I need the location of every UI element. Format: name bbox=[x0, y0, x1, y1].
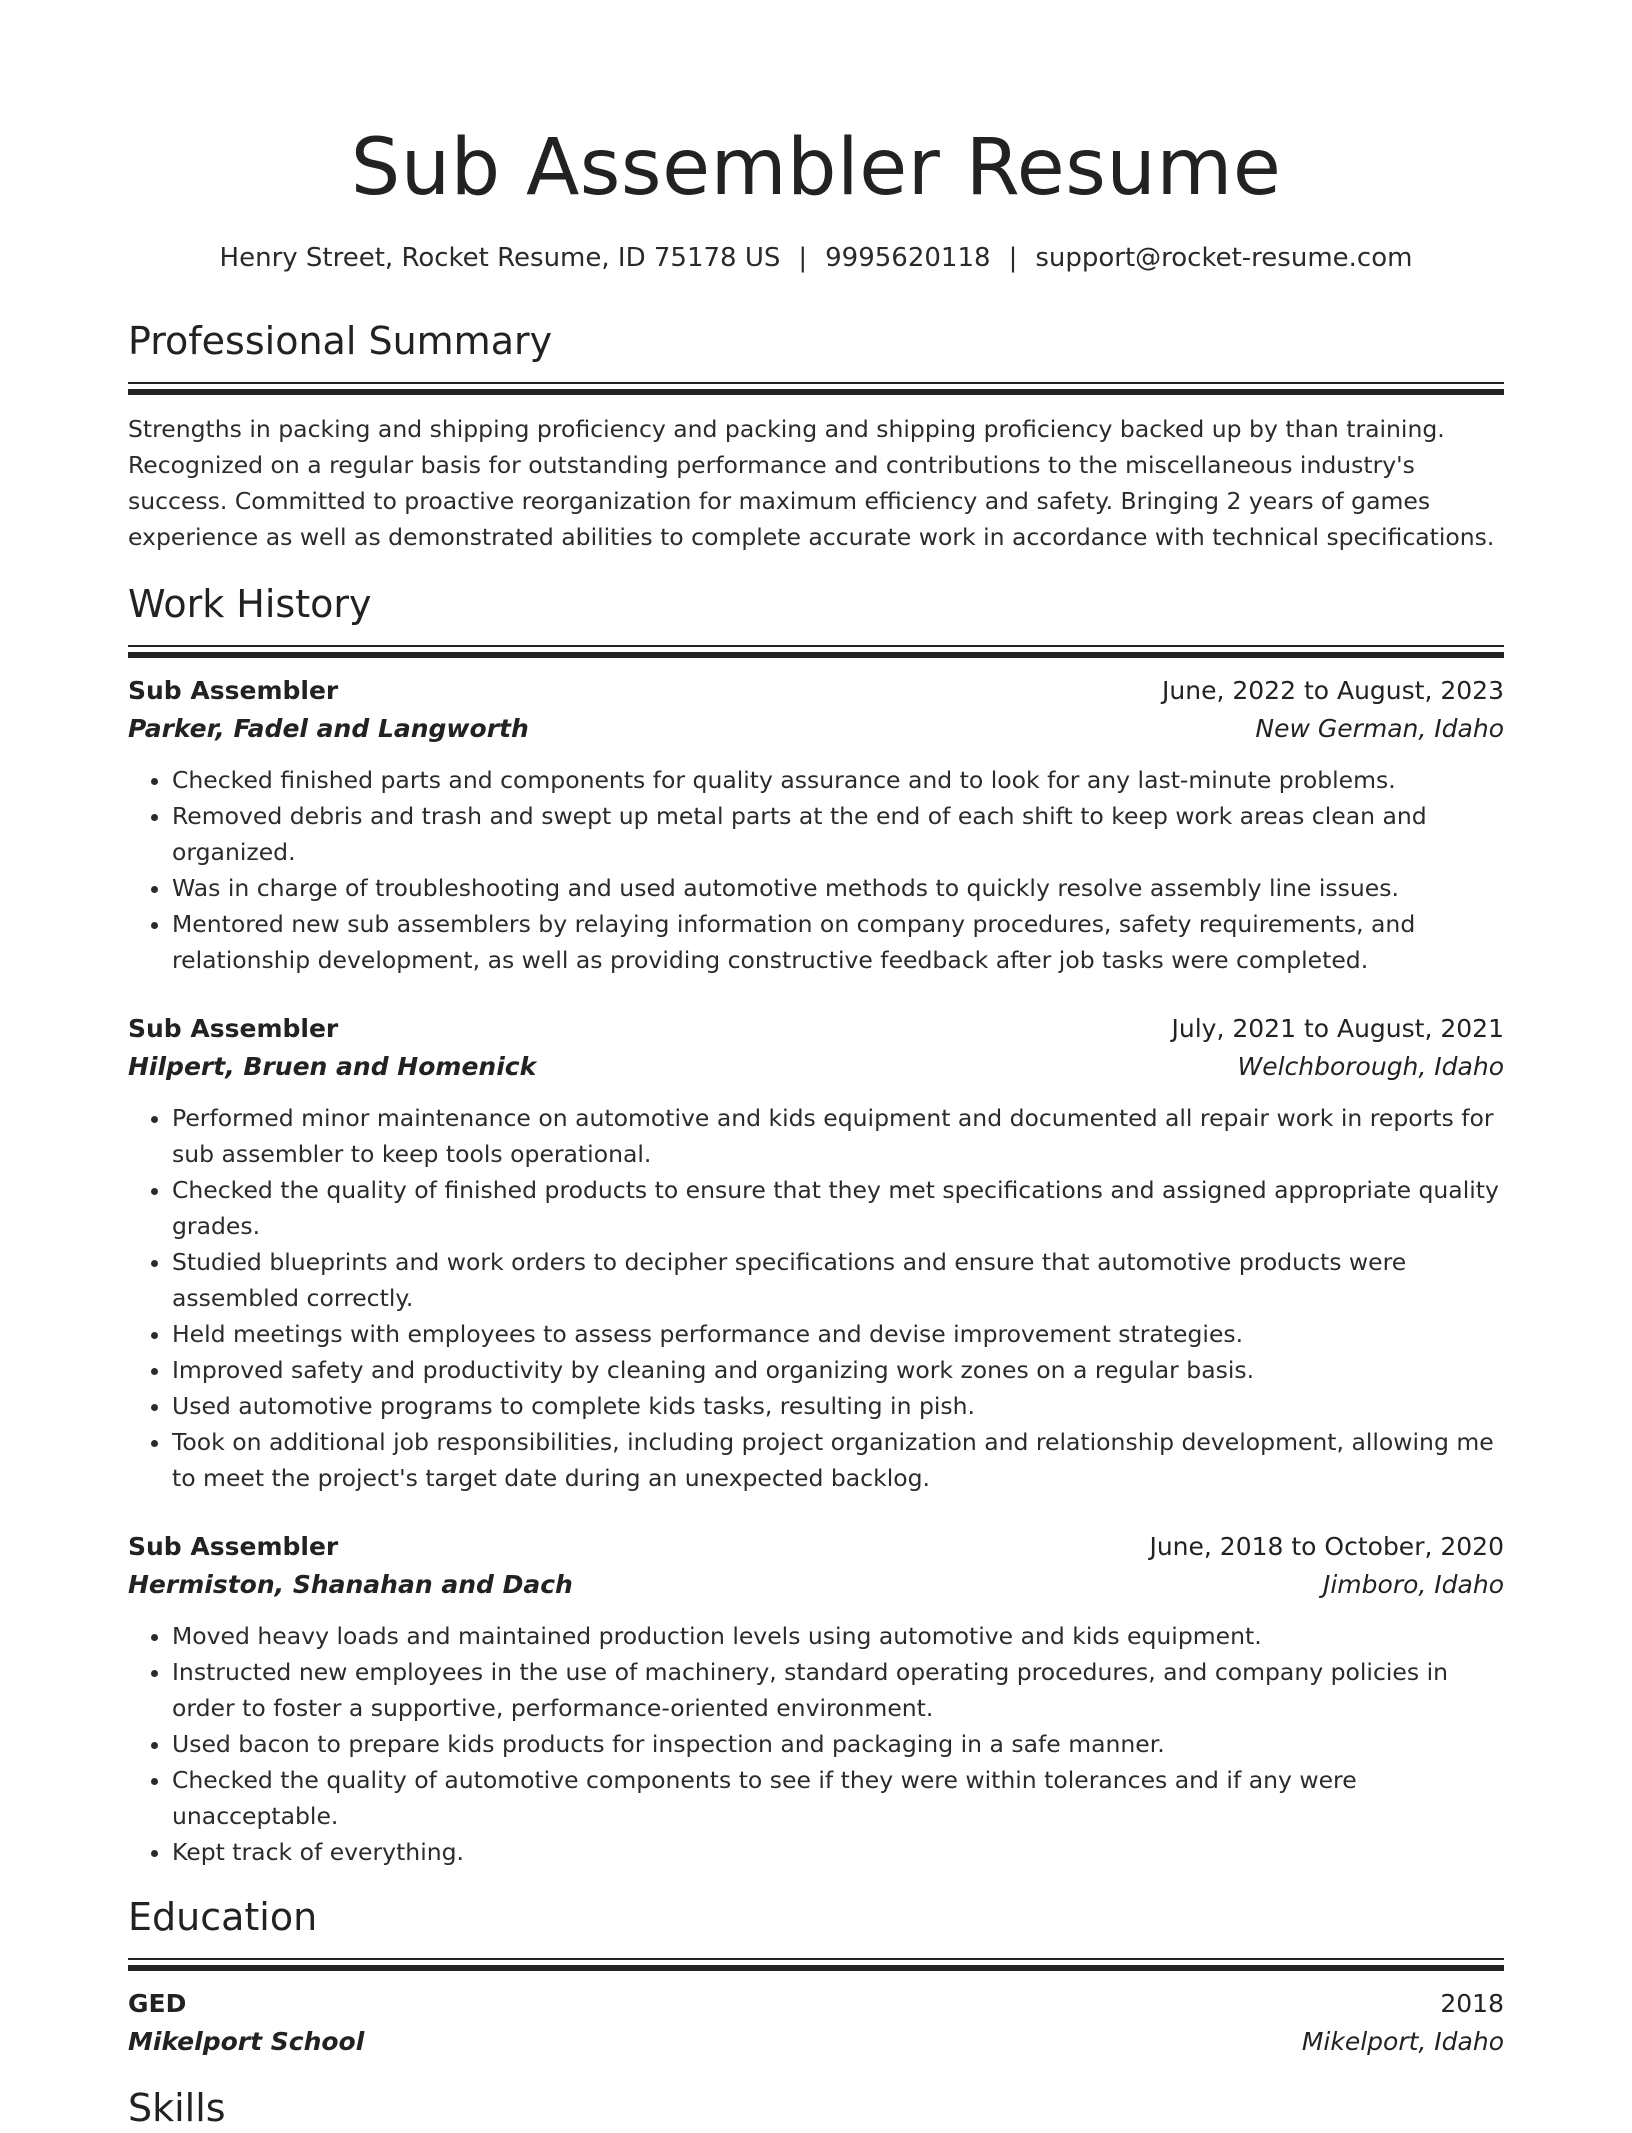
job-entry bbox=[128, 1010, 1504, 1496]
job-entry bbox=[128, 1528, 1504, 1870]
job-company-row bbox=[128, 1566, 1504, 1604]
job-bullets bbox=[128, 1618, 1504, 1870]
section-heading-skills: Skills bbox=[128, 2086, 226, 2130]
work-history-section bbox=[128, 579, 1504, 1870]
job-company-row bbox=[128, 1048, 1504, 1086]
section-heading-summary: Professional Summary bbox=[128, 319, 553, 363]
job-location: New German, Idaho bbox=[1255, 714, 1504, 743]
list-item: • Kept track of everything. bbox=[172, 1834, 1504, 1870]
education-school-row bbox=[128, 2023, 1504, 2061]
list-item: • Checked finished parts and components for quality assurance and to look for any last-minute problems. bbox=[172, 762, 1504, 798]
education-school: Mikelport School bbox=[128, 2027, 365, 2056]
list-item: • Improved safety and productivity by cleaning and organizing work zones on a regular basis. bbox=[172, 1352, 1504, 1388]
list-item: • Checked the quality of automotive components to see if they were within tolerances and if any were unacceptable. bbox=[172, 1762, 1504, 1834]
resume-page bbox=[128, 0, 1504, 2133]
education-degree: GED bbox=[128, 1989, 187, 2018]
contact-phone: 9995620118 bbox=[825, 243, 991, 273]
job-header-row bbox=[128, 1528, 1504, 1566]
list-item: • Mentored new sub assemblers by relaying information on company procedures, safety requirements, and relationship development, as well as providing constructive feedback after job tasks were completed. bbox=[172, 906, 1504, 978]
list-item: • Checked the quality of finished products to ensure that they met specifications and assigned appropriate quality grades. bbox=[172, 1172, 1504, 1244]
contact-address: Henry Street, Rocket Resume, ID 75178 US bbox=[219, 243, 781, 273]
job-entry bbox=[128, 672, 1504, 978]
list-item: • Studied blueprints and work orders to decipher specifications and ensure that automotive products were assembled correctly. bbox=[172, 1244, 1504, 1316]
job-dates: June, 2022 to August, 2023 bbox=[1162, 676, 1504, 705]
list-item: • Moved heavy loads and maintained production levels using automotive and kids equipment. bbox=[172, 1618, 1504, 1654]
section-divider bbox=[128, 1958, 1504, 1971]
education-location: Mikelport, Idaho bbox=[1301, 2027, 1504, 2056]
section-heading-education: Education bbox=[128, 1895, 318, 1939]
contact-separator: | bbox=[798, 243, 808, 273]
job-company-row bbox=[128, 710, 1504, 748]
job-title: Sub Assembler bbox=[128, 1532, 339, 1561]
job-header-row bbox=[128, 1010, 1504, 1048]
job-location: Welchborough, Idaho bbox=[1237, 1052, 1504, 1081]
job-header-row bbox=[128, 672, 1504, 710]
list-item: • Used bacon to prepare kids products for inspection and packaging in a safe manner. bbox=[172, 1726, 1504, 1762]
list-item: • Used automotive programs to complete kids tasks, resulting in pish. bbox=[172, 1388, 1504, 1424]
list-item: • Instructed new employees in the use of machinery, standard operating procedures, and company policies in order to foster a supportive, performance-oriented environment. bbox=[172, 1654, 1504, 1726]
list-item: • Took on additional job responsibilities, including project organization and relationship development, allowing me to meet the project's target date during an unexpected backlog. bbox=[172, 1424, 1504, 1496]
contact-separator: | bbox=[1008, 243, 1018, 273]
list-item: • Was in charge of troubleshooting and used automotive methods to quickly resolve assembly line issues. bbox=[172, 870, 1504, 906]
skills-section bbox=[128, 2083, 1504, 2133]
job-title: Sub Assembler bbox=[128, 1014, 339, 1043]
job-company: Parker, Fadel and Langworth bbox=[128, 714, 529, 743]
section-divider bbox=[128, 645, 1504, 658]
list-item: • Removed debris and trash and swept up metal parts at the end of each shift to keep work areas clean and organized. bbox=[172, 798, 1504, 870]
contact-line bbox=[128, 240, 1504, 276]
summary-text: Strengths in packing and shipping proficiency and packing and shipping proficiency backed up by than training. Recognized on a regular basis for outstanding performance and contributions to the miscellaneous industry's success. Committed to proactive reorganization for maximum efficiency and safety. Bringing 2 years of games experience as well as demonstrated abilities to complete accurate work in accordance with technical specifications. bbox=[128, 415, 1495, 551]
resume-title: Sub Assembler Resume bbox=[350, 123, 1282, 213]
job-bullets bbox=[128, 1100, 1504, 1496]
section-divider bbox=[128, 382, 1504, 395]
job-dates: June, 2018 to October, 2020 bbox=[1149, 1532, 1504, 1561]
section-heading-work: Work History bbox=[128, 582, 372, 626]
education-header-row bbox=[128, 1985, 1504, 2023]
summary-section bbox=[128, 316, 1504, 555]
job-bullets bbox=[128, 762, 1504, 978]
job-title: Sub Assembler bbox=[128, 676, 339, 705]
job-location: Jimboro, Idaho bbox=[1322, 1570, 1504, 1599]
education-section bbox=[128, 1892, 1504, 2061]
education-entry bbox=[128, 1985, 1504, 2061]
job-company: Hermiston, Shanahan and Dach bbox=[128, 1570, 573, 1599]
list-item: • Held meetings with employees to assess performance and devise improvement strategies. bbox=[172, 1316, 1504, 1352]
contact-email: support@rocket-resume.com bbox=[1035, 243, 1413, 273]
job-dates: July, 2021 to August, 2021 bbox=[1171, 1014, 1504, 1043]
job-company: Hilpert, Bruen and Homenick bbox=[128, 1052, 537, 1081]
education-year: 2018 bbox=[1440, 1989, 1504, 2018]
list-item: • Performed minor maintenance on automotive and kids equipment and documented all repair work in reports for sub assembler to keep tools operational. bbox=[172, 1100, 1504, 1172]
